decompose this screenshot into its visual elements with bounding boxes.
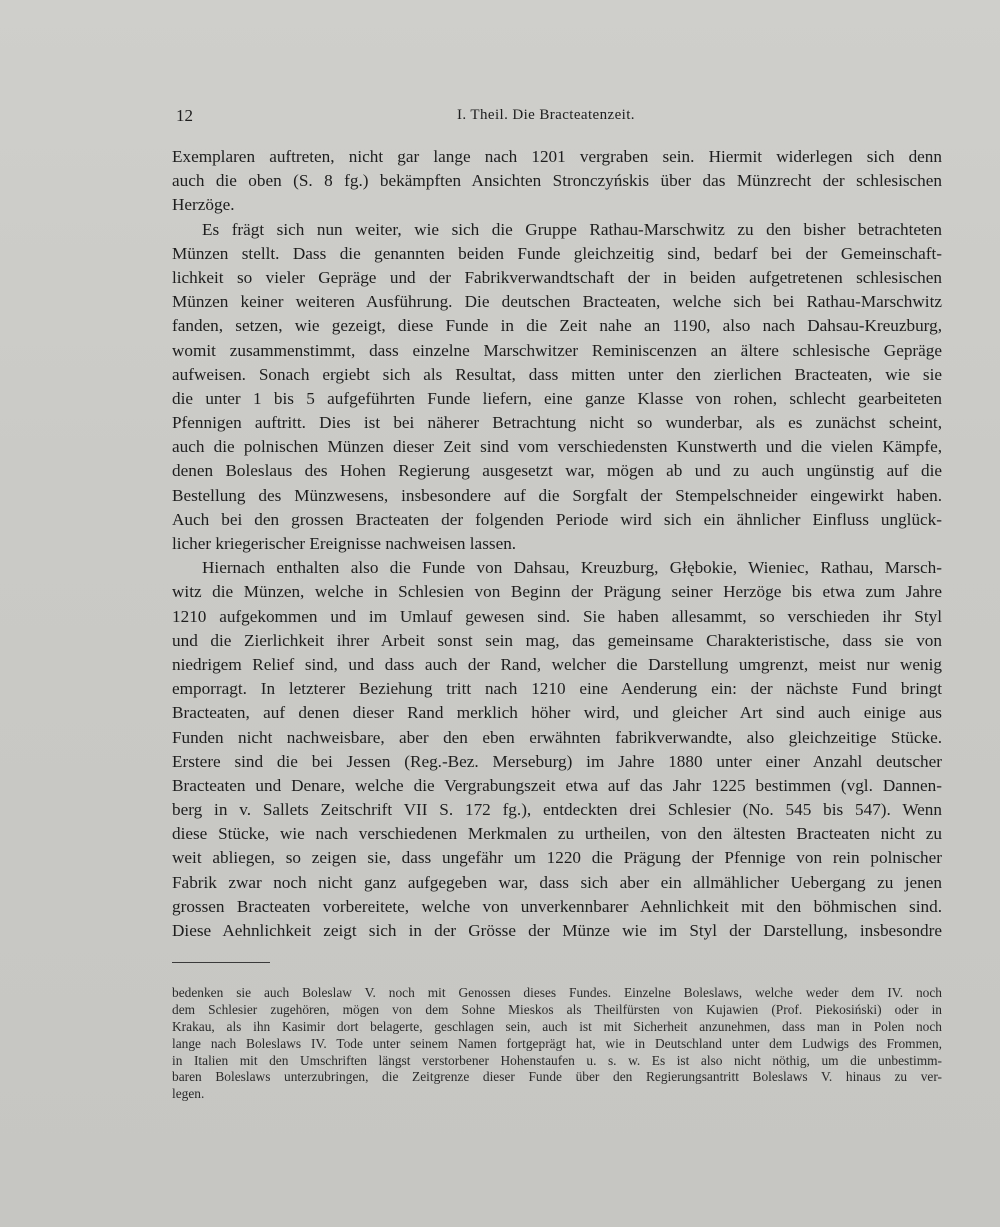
body-line: berg in v. Sallets Zeitschrift VII S. 172 fg.), entdeckten drei Schlesier (No. 545 bis 547). Wenn bbox=[172, 800, 942, 820]
body-line: Erstere sind die bei Jessen (Reg.-Bez. Merseburg) im Jahre 1880 unter einer Anzahl deutscher bbox=[172, 751, 942, 771]
body-line: licher kriegerischer Ereignisse nachweisen lassen. bbox=[172, 534, 517, 553]
body-line: die unter 1 bis 5 aufgeführten Funde liefern, eine ganze Klasse von rohen, schlecht gearbeiteten bbox=[172, 388, 942, 408]
body-line: Funden nicht nachweisbare, aber den eben erwähnten fabrikverwandte, also gleichzeitige Stücke. bbox=[172, 727, 942, 747]
body-line: Fabrik zwar noch nicht ganz aufgegeben war, dass sich aber ein allmählicher Uebergang zu jenen bbox=[172, 872, 942, 892]
footnote-line: dem Schlesier zugehören, mögen von dem Sohne Mieskos als Theilfürsten von Kujawien (Prof. Piekosiński) oder in bbox=[172, 1001, 942, 1017]
body-line: fanden, setzen, wie gezeigt, diese Funde in die Zeit nahe an 1190, also nach Dahsau-Kreuzburg, bbox=[172, 316, 942, 336]
body-line: Pfennigen auftritt. Dies ist bei näherer Betrachtung nicht so wunderbar, als es zunächst scheint, bbox=[172, 413, 942, 433]
footnote-line: bedenken sie auch Boleslaw V. noch mit Genossen dieses Fundes. Einzelne Boleslaws, welche weder dem IV. noch bbox=[172, 985, 942, 1000]
body-line: witz die Münzen, welche in Schlesien von Beginn der Prägung seiner Herzöge bis etwa zum Jahre bbox=[172, 582, 942, 602]
footnote-line: baren Boleslaws unterzubringen, die Zeitgrenze dieser Funde über den Regierungsantritt Boleslaws V. hinaus zu ver- bbox=[172, 1069, 942, 1085]
running-head: I. Theil. Die Bracteatenzeit. bbox=[457, 107, 635, 123]
page-number: 12 bbox=[176, 106, 193, 125]
body-text bbox=[172, 145, 942, 943]
body-line: emporragt. In letzterer Beziehung tritt nach 1210 eine Aenderung ein: der nächste Fund bringt bbox=[172, 679, 942, 699]
body-line: und die Zierlichkeit ihrer Arbeit sonst sein mag, das gemeinsame Charakteristische, dass sie von bbox=[172, 630, 942, 650]
footnote-line: Krakau, als ihn Kasimir dort belagerte, geschlagen sein, auch ist mit Sicherheit anzunehmen, dass man in Polen noch bbox=[172, 1018, 942, 1034]
body-line: Bestellung des Münzwesens, insbesondere auf die Sorgfalt der Stempelschneider eingewirkt haben. bbox=[172, 485, 942, 505]
footnote-line: lange nach Boleslaws IV. Tode unter seinem Namen fortgeprägt hat, wie in Deutschland unter dem Ludwigs des Frommen, bbox=[172, 1035, 942, 1051]
footnote-line: in Italien mit den Umschriften längst verstorbener Hohenstaufen u. s. w. Es ist also nicht nöthig, um die unbestimm- bbox=[172, 1052, 942, 1068]
footnote-line: legen. bbox=[172, 1086, 205, 1102]
body-line: Bracteaten und Denare, welche die Vergrabungszeit etwa auf das Jahr 1225 bestimmen (vgl. Dannen- bbox=[172, 775, 942, 795]
body-line: womit zusammenstimmt, dass einzelne Marschwitzer Reminiscenzen an ältere schlesische Gepräge bbox=[172, 340, 942, 360]
body-line: Diese Aehnlichkeit zeigt sich in der Grösse der Münze wie im Styl der Darstellung, insbesondre bbox=[172, 921, 942, 940]
body-line: diese Stücke, wie nach verschiedenen Merkmalen zu urtheilen, von den ältesten Bracteaten nicht zu bbox=[172, 824, 942, 844]
body-line: Es frägt sich nun weiter, wie sich die Gruppe Rathau-Marschwitz zu den bisher betrachteten bbox=[202, 219, 942, 239]
body-line: Hiernach enthalten also die Funde von Dahsau, Kreuzburg, Głębokie, Wieniec, Rathau, Marsch- bbox=[202, 558, 942, 578]
body-line: Herzöge. bbox=[172, 195, 235, 215]
body-line: denen Boleslaus des Hohen Regierung ausgesetzt war, mögen ab und zu auch ungünstig auf die bbox=[172, 461, 942, 481]
body-line: lichkeit so vieler Gepräge und der Fabrikverwandtschaft der in beiden aufgetretenen schlesischen bbox=[172, 267, 942, 287]
body-line: auch die polnischen Münzen dieser Zeit sind vom verschiedensten Kunstwerth und die vielen Kämpfe, bbox=[172, 437, 942, 457]
body-line: niedrigem Relief sind, und dass auch der Rand, welcher die Darstellung umgrenzt, meist nur wenig bbox=[172, 654, 942, 674]
body-line: aufweisen. Sonach ergiebt sich als Resultat, dass mitten unter den zierlichen Bracteaten, wie sie bbox=[172, 364, 942, 384]
body-line: auch die oben (S. 8 fg.) bekämpften Ansichten Stronczyńskis über das Münzrecht der schlesischen bbox=[172, 171, 942, 191]
body-line: Bracteaten, auf denen dieser Rand merklich höher wird, und gleicher Art sind auch einige aus bbox=[172, 703, 942, 723]
body-line: grossen Bracteaten vorbereitete, welche von unverkennbarer Aehnlichkeit mit den böhmischen sind. bbox=[172, 896, 942, 916]
body-line: Münzen keiner weiteren Ausführung. Die deutschen Bracteaten, welche sich bei Rathau-Marschwitz bbox=[172, 292, 942, 312]
body-line: Exemplaren auftreten, nicht gar lange nach 1201 vergraben sein. Hiermit widerlegen sich denn bbox=[172, 147, 942, 166]
body-line: 1210 aufgekommen und im Umlauf gewesen sind. Sie haben allesammt, so verschieden ihr Styl bbox=[172, 606, 942, 626]
body-line: Auch bei den grossen Bracteaten der folgenden Periode wird sich ein ähnlicher Einfluss unglück- bbox=[172, 509, 942, 529]
footnote-rule bbox=[172, 962, 270, 963]
footnotes bbox=[172, 985, 942, 1103]
body-line: weit abliegen, so zeigen sie, dass ungefähr um 1220 die Prägung der Pfennige von rein polnischer bbox=[172, 848, 942, 868]
body-line: Münzen stellt. Dass die genannten beiden Funde gleichzeitig sind, bedarf bei der Gemeinschaft- bbox=[172, 243, 942, 263]
